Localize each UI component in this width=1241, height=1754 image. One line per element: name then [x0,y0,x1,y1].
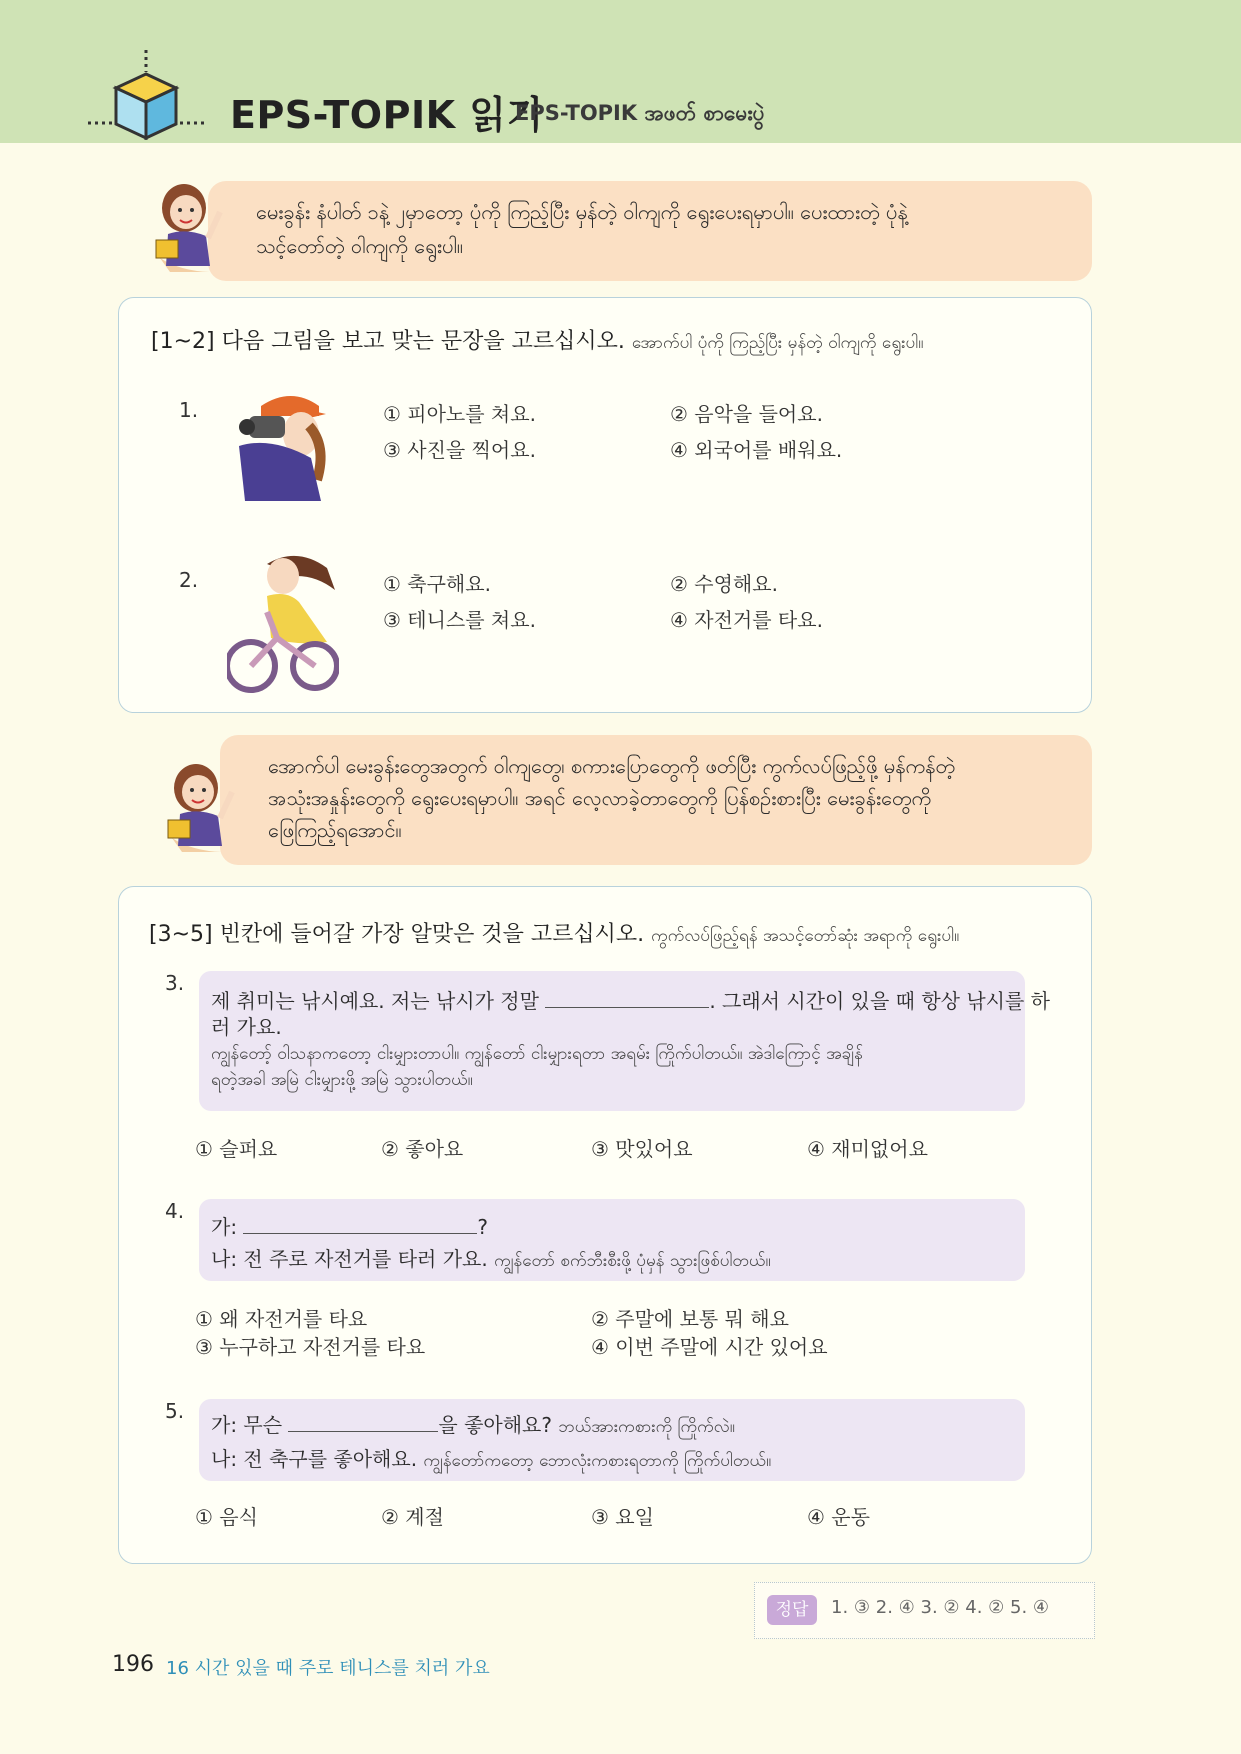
option[interactable]: ② 음악을 들어요. [670,402,823,426]
question-text-part: 제 취미는 낚시예요. 저는 낚시가 정말 [211,989,539,1013]
option[interactable]: ③ 테니스를 쳐요. [383,608,536,632]
answer-badge: 정답 [767,1595,817,1625]
option[interactable]: ② 수영해요. [670,572,778,596]
section-heading [149,917,959,950]
option[interactable]: ③ 누구하고 자전거를 타요 [195,1335,426,1359]
dialogue-line [211,1211,488,1240]
question-panel-3-5 [118,886,1092,1564]
heading-ko: [1~2] 다음 그림을 보고 맞는 문장을 고르십시오. [151,329,625,354]
question-box [199,1199,1025,1281]
answer-blank[interactable] [288,1413,438,1432]
option[interactable]: ② 좋아요 [381,1137,464,1161]
answer-list: 1. ③ 2. ④ 3. ② 4. ② 5. ④ [831,1597,1050,1618]
speaker-label: 가: [211,1215,238,1239]
question-number: 1. [179,398,199,422]
page-subtitle: EPS-TOPIK အဖတ် စာမေးပွဲ [515,101,765,125]
instruction-line: ဖြေကြည့်ရအောင်။ [268,818,402,842]
dialogue-text: 나: 전 주로 자전거를 타러 가요. [211,1247,488,1271]
section-heading [151,324,923,357]
question-box [199,971,1050,1111]
question-number: 3. [165,971,185,995]
instruction-bubble [220,735,1092,865]
option[interactable]: ① 축구해요. [383,572,491,596]
cyclist-illustration [227,546,339,696]
option[interactable]: ③ 맛있어요 [591,1137,693,1161]
option[interactable]: ② 주말에 보통 뭐 해요 [591,1307,789,1331]
heading-mm: အောက်ပါ ပုံကို ကြည့်ပြီး မှန်တဲ့ ဝါကျကို ရွေးပါ။ [631,333,924,353]
dialogue-text: 나: 전 축구를 좋아해요. [211,1447,418,1471]
page-header [0,0,1241,143]
answer-blank[interactable] [545,989,709,1008]
heading-ko: [3~5] 빈칸에 들어갈 가장 알맞은 것을 고르십시오. [149,922,645,947]
question-box [199,1399,1025,1481]
option[interactable]: ① 왜 자전거를 타요 [195,1307,368,1331]
instruction-line: အသုံးအနှုန်းတွေကို ရွေးပေးရမှာပါ။ အရင် လေ့လာခဲ့တာတွေကို ပြန်စဉ်းစားပြီး မေးခွန်းတွေကို [268,786,932,810]
option[interactable]: ① 음식 [195,1505,258,1529]
dialogue-text: 을 좋아해요? [438,1413,552,1437]
option[interactable]: ④ 자전거를 타요. [670,608,823,632]
translation-text: ကျွန်တော် စက်ဘီးစီးဖို့ ပုံမှန် သွားဖြစ်ပါတယ်။ [494,1251,771,1271]
question-text: 러 가요. [211,1015,282,1039]
translation-text: ကျွန်တော့် ဝါသနာကတော့ ငါးမျှားတာပါ။ ကျွန်တော် ငါးမျှားရတာ အရမ်း ကြိုက်ပါတယ်။ အဲဒါကြောင့် အချိန် [211,1044,863,1064]
teacher-illustration [150,176,240,276]
option[interactable]: ④ 이번 주말에 시간 있어요 [591,1335,828,1359]
option[interactable]: ② 계절 [381,1505,444,1529]
question-number: 5. [165,1399,185,1423]
page-number: 196 [112,1652,154,1677]
option[interactable]: ④ 재미없어요 [807,1137,928,1161]
option[interactable]: ① 슬퍼요 [195,1137,278,1161]
chapter-title: 16 시간 있을 때 주로 테니스를 치러 가요 [166,1658,490,1679]
translation-text: ကျွန်တော်ကတော့ ဘောလုံးကစားရတာကို ကြိုက်ပါတယ်။ [423,1451,772,1471]
dialogue-line [211,1243,771,1275]
question-number: 2. [179,568,199,592]
dialogue-line [211,1409,735,1441]
instruction-line: မေးခွန်း နံပါတ် ၁နဲ့ ၂မှာတော့ ပုံကို ကြည့်ပြီး မှန်တဲ့ ဝါကျကို ရွေးပေးရမှာပါ။ ပေးထားတဲ့ ပုံနဲ့ [256,200,908,224]
question-text [211,985,1050,1014]
photographer-illustration [231,376,341,501]
speaker-label: 가: 무슨 [211,1413,283,1437]
answer-blank[interactable] [243,1215,477,1234]
option[interactable]: ③ 사진을 찍어요. [383,438,536,462]
cube-icon [88,50,208,140]
instruction-line: သင့်တော်တဲ့ ဝါကျကို ရွေးပါ။ [256,234,463,258]
instruction-bubble [208,181,1092,281]
option[interactable]: ④ 외국어를 배워요. [670,438,843,462]
question-number: 4. [165,1199,185,1223]
instruction-line: အောက်ပါ မေးခွန်းတွေအတွက် ဝါကျတွေ၊ စကားပြောတွေကို ဖတ်ပြီး ကွက်လပ်ဖြည့်ဖို့ မှန်ကန်တဲ့ [268,754,955,778]
question-mark: ? [477,1215,489,1239]
option[interactable]: ③ 요일 [591,1505,654,1529]
heading-mm: ကွက်လပ်ဖြည့်ရန် အသင့်တော်ဆုံး အရာကို ရွေးပါ။ [651,926,960,946]
teacher-illustration [162,756,252,856]
translation-text: ဘယ်အားကစားကို ကြိုက်လဲ။ [558,1417,735,1437]
option[interactable]: ④ 운동 [807,1505,870,1529]
translation-text: ရတဲ့အခါ အမြဲ ငါးမျှားဖို့ အမြဲ သွားပါတယ်။ [211,1070,473,1090]
option[interactable]: ① 피아노를 쳐요. [383,402,536,426]
question-text-part: . 그래서 시간이 있을 때 항상 낚시를 하 [709,989,1050,1013]
dialogue-line [211,1443,771,1475]
question-panel-1-2 [118,297,1092,713]
page-title: EPS-TOPIK 읽기 [230,93,544,137]
answer-key [754,1582,1095,1639]
